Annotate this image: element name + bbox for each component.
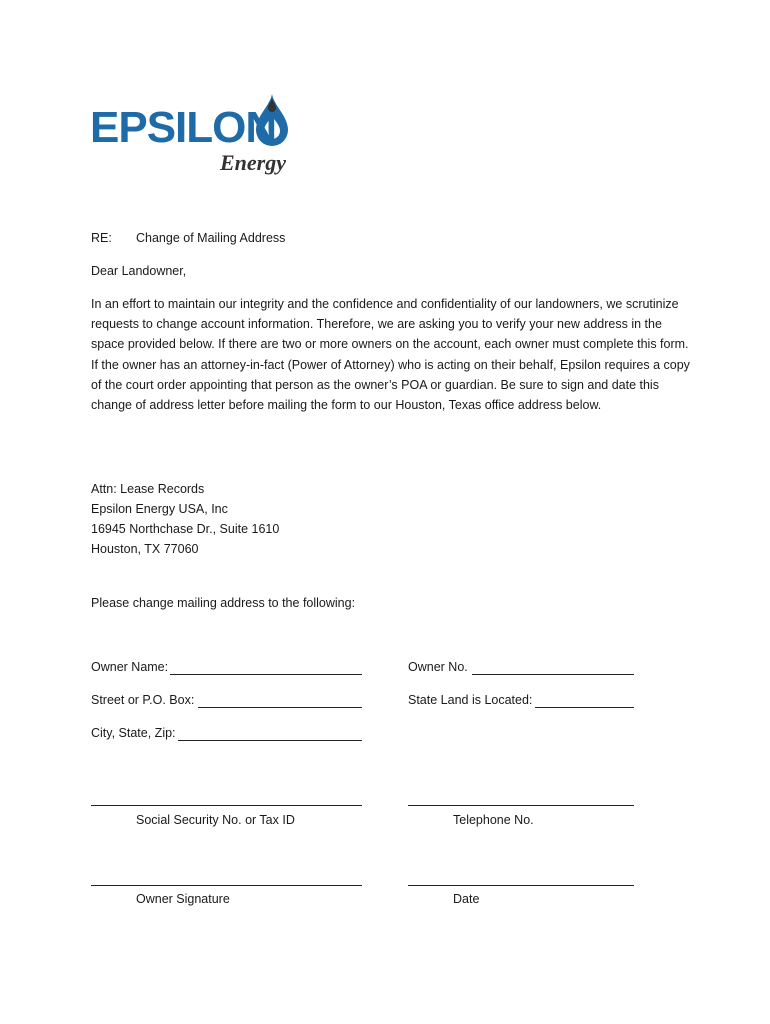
ssn-caption: Social Security No. or Tax ID <box>136 813 295 827</box>
city-state-zip-field[interactable] <box>178 740 362 741</box>
telephone-caption: Telephone No. <box>453 813 534 827</box>
street-label: Street or P.O. Box: <box>91 693 195 707</box>
owner-no-label: Owner No. <box>408 660 468 674</box>
salutation: Dear Landowner, <box>91 264 187 278</box>
address-city: Houston, TX 77060 <box>91 542 199 556</box>
address-attn: Attn: Lease Records <box>91 482 205 496</box>
ssn-field[interactable] <box>91 805 362 806</box>
date-caption: Date <box>453 892 480 906</box>
re-label: RE: <box>91 231 112 245</box>
owner-name-label: Owner Name: <box>91 660 169 674</box>
owner-signature-caption: Owner Signature <box>136 892 230 906</box>
street-field[interactable] <box>198 707 362 708</box>
owner-signature-field[interactable] <box>91 885 362 886</box>
address-company: Epsilon Energy USA, Inc <box>91 502 228 516</box>
address-street: 16945 Northchase Dr., Suite 1610 <box>91 522 280 536</box>
logo-subtitle: Energy <box>220 150 286 175</box>
logo-wordmark: EPSILON <box>90 103 277 152</box>
instruction-text: Please change mailing address to the following: <box>91 596 356 610</box>
state-land-label: State Land is Located: <box>408 693 533 707</box>
epsilon-energy-logo <box>90 92 295 184</box>
re-subject: Change of Mailing Address <box>136 231 286 245</box>
body-paragraph: In an effort to maintain our integrity and the confidence and confidentiality of our landowners, we scrutinize requests to change account information. Therefore, we are asking you to verify your new address in the space provided below. If there are two or more owners on the account, each owner must complete this form. If the owner has an attorney-in-fact (Power of Attorney) who is acting on their behalf, Epsilon requires a copy of the court order appointing that person as the owner’s POA or guardian. Be sure to sign and date this change of address letter before mailing the form to our Houston, Texas office address below. <box>91 297 690 413</box>
owner-no-field[interactable] <box>472 674 634 675</box>
owner-name-field[interactable] <box>170 674 362 675</box>
city-state-zip-label: City, State, Zip: <box>91 726 176 740</box>
telephone-field[interactable] <box>408 805 634 806</box>
state-land-field[interactable] <box>535 707 634 708</box>
date-field[interactable] <box>408 885 634 886</box>
